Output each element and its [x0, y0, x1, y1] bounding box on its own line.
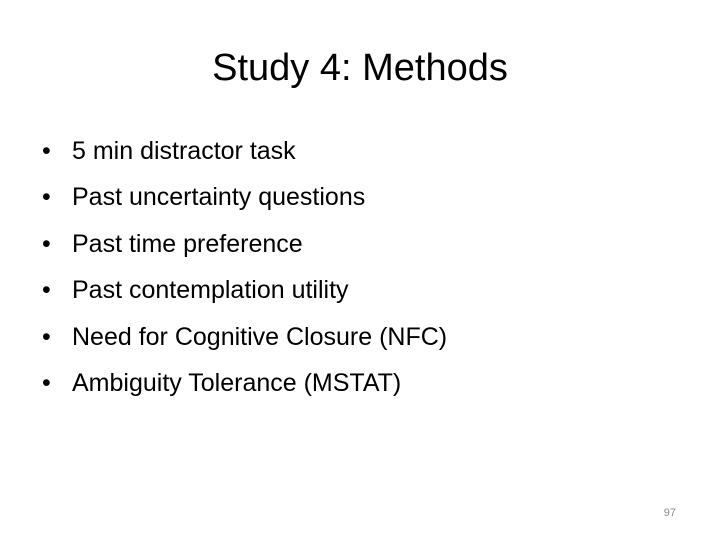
bullet-dot-icon: •: [42, 229, 51, 258]
bullet-dot-icon: •: [42, 137, 51, 165]
bullet-text: Need for Cognitive Closure (NFC): [72, 322, 448, 351]
bullet-dot-icon: •: [42, 183, 51, 212]
bullet-dot-icon: •: [42, 276, 51, 305]
bullet-text: Past time preference: [72, 229, 303, 258]
bullet-dot-icon: •: [42, 322, 51, 351]
bullet-text: Past uncertainty questions: [72, 183, 366, 212]
bullet-text: 5 min distractor task: [72, 137, 296, 165]
page-number: 97: [663, 507, 676, 519]
bullet-dot-icon: •: [42, 368, 51, 397]
bullet-text: Ambiguity Tolerance (MSTAT): [72, 368, 402, 397]
bullet-text: Past contemplation utility: [72, 276, 349, 305]
slide-title: Study 4: Methods: [212, 47, 508, 89]
